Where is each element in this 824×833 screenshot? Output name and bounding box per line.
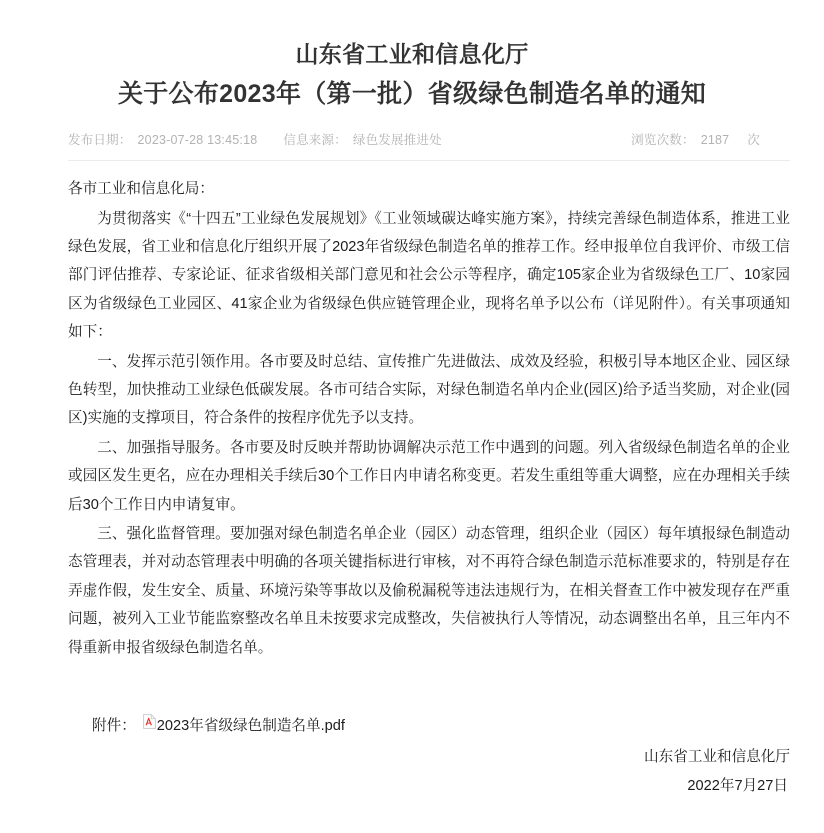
publish-date-value: 2023-07-28 13:45:18 bbox=[137, 133, 258, 148]
attachment-label: 附件： bbox=[92, 718, 136, 735]
source-value: 绿色发展推进处 bbox=[352, 133, 442, 148]
meta-left-group bbox=[68, 130, 442, 148]
page-title-line-2: 关于公布2023年（第一批）省级绿色制造名单的通知 bbox=[117, 79, 707, 108]
source-label: 信息来源： bbox=[283, 133, 347, 148]
document-body bbox=[0, 161, 824, 662]
publish-date-label: 发布日期： bbox=[68, 133, 132, 148]
body-paragraph-intro: 为贯彻落实《“十四五”工业绿色发展规划》《工业领域碳达峰实施方案》，持续完善绿色制造体系，推进工业绿色发展，省工业和信息化厅组织开展了2023年省级绿色制造名单的推荐工作。经申报单位自我评价、市级工信部门评估推荐、专家论证、征求省级相关部门意见和社会公示等程序，确定105家企业为省级绿色工厂、10家园区为省级绿色工业园区、41家企业为省级绿色供应链管理企业，现将名单予以公布（详见附件）。有关事项通知如下： bbox=[68, 210, 790, 341]
document-meta-row bbox=[0, 130, 824, 148]
page-title-line-1: 山东省工业和信息化厅 bbox=[295, 41, 529, 67]
body-salutation: 各市工业和信息化局： bbox=[68, 181, 214, 198]
signature-organization: 山东省工业和信息化厅 bbox=[644, 749, 790, 765]
document-title-block bbox=[0, 0, 824, 112]
view-count-value: 2187 bbox=[700, 133, 730, 148]
signature-block bbox=[644, 743, 790, 801]
attachment-filename-link[interactable]: 2023年省级绿色制造名单.pdf bbox=[156, 718, 345, 735]
body-paragraph-item-three: 三、强化监督管理。要加强对绿色制造名单企业（园区）动态管理，组织企业（园区）每年填报绿色制造动态管理表，并对动态管理表中明确的各项关键指标进行审核，对不再符合绿色制造示范标准要求的，特别是存在弄虚作假，发生安全、质量、环境污染等事故以及偷税漏税等违法违规行为，在相关督查工作中被发现存在严重问题，被列入工业节能监察整改名单且未按要求完成整改，失信被执行人等情况，动态调整出名单，且三年内不得重新申报省级绿色制造名单。 bbox=[68, 526, 790, 656]
view-count-unit: 次 bbox=[747, 133, 760, 148]
view-count-label: 浏览次数： bbox=[631, 133, 695, 148]
meta-right-group bbox=[631, 130, 760, 148]
signature-date: 2022年7月27日 bbox=[687, 778, 788, 794]
attachment-row bbox=[0, 714, 824, 735]
body-paragraph-item-two: 二、加强指导服务。各市要及时反映并帮助协调解决示范工作中遇到的问题。列入省级绿色制造名单的企业或园区发生更名，应在办理相关手续后30个工作日内申请名称变更。若发生重组等重大调整，应在办理相关手续后30个工作日内申请复审。 bbox=[68, 439, 790, 513]
body-paragraph-item-one: 一、发挥示范引领作用。各市要及时总结、宣传推广先进做法、成效及经验，积极引导本地区企业、园区绿色转型，加快推动工业绿色低碳发展。各市可结合实际，对绿色制造名单内企业(园区)给予适当奖励，对企业(园区)实施的支撑项目，符合条件的按程序优先予以支持。 bbox=[68, 353, 790, 427]
pdf-file-icon bbox=[143, 714, 156, 729]
